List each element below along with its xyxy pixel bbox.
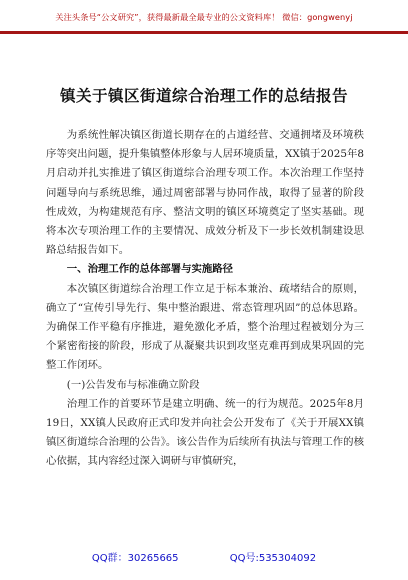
banner-text: 关注头条号“公文研究”，获得最新最全最专业的公文资料库！ 微信：gongwenyj xyxy=(55,12,353,22)
header-banner xyxy=(0,0,408,44)
paragraph-deployment: 本次镇区街道综合治理工作立足于标本兼治、疏堵结合的原则，确立了“宣传引导先行、集中整治跟进、常态管理巩固”的总体思路。为确保工作平稳有序推进，避免激化矛盾，整个治理过程被划分为三个紧密衔接的阶段，形成了从凝聚共识到攻坚克难再到成果巩固的完整工作闭环。 xyxy=(46,282,364,372)
footer-qq-group: QQ群：30265665 xyxy=(91,553,179,564)
document-title: 镇关于镇区街道综合治理工作的总结报告 xyxy=(59,86,348,105)
banner-divider xyxy=(0,31,408,34)
footer-contact xyxy=(0,549,408,564)
paragraph-announcement: 治理工作的首要环节是建立明确、统一的行为规范。2025年8月19日，XX镇人民政府正式印发并向社会公开发布了《关于开展XX镇镇区街道综合治理的公告》。该公告作为后续所有执法与管理工作的核心依据，其内容经过深入调研与审慎研究， xyxy=(46,397,364,468)
footer-qq-number: QQ号:535304092 xyxy=(229,553,317,564)
section-heading-1: 一、治理工作的总体部署与实施路径 xyxy=(66,263,234,276)
document-body xyxy=(46,126,364,472)
paragraph-intro: 为系统性解决镇区街道长期存在的占道经营、交通拥堵及环境秩序等突出问题，提升集镇整体形象与人居环境质量，XX镇于2025年8月启动并扎实推进了镇区街道综合治理专项工作。本次治理工作坚持问题导向与系统思维，通过周密部署与协同作战，取得了显著的阶段性成效，为构建规范有序、整洁文明的镇区环境奠定了坚实基础。现将本次专项治理工作的主要情况、成效分析及下一步长效机制建设思路总结报告如下。 xyxy=(46,129,365,257)
subsection-heading-1: (一)公告发布与标准确立阶段 xyxy=(66,378,200,391)
